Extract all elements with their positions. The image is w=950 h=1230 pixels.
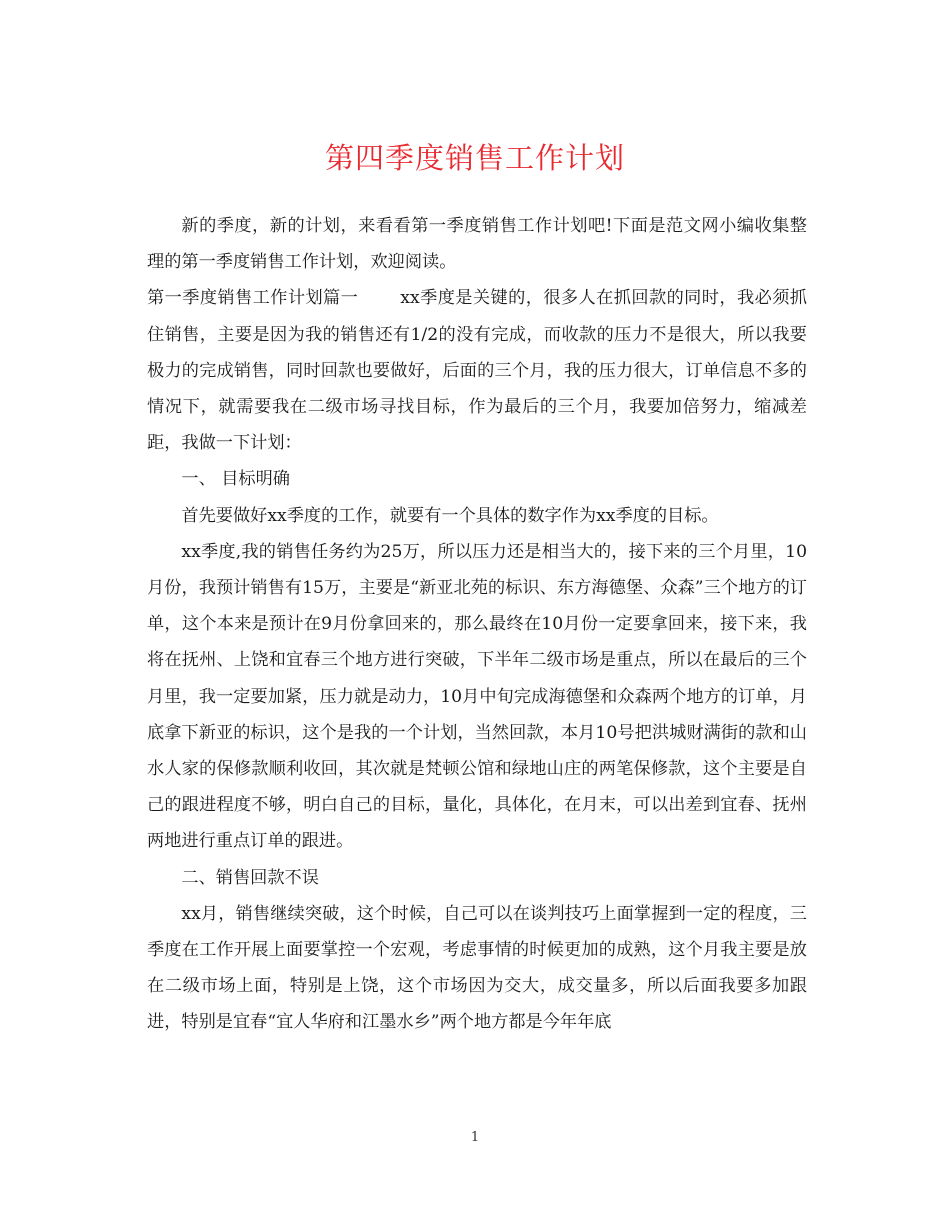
chapter-paragraph <box>147 280 807 461</box>
intro-paragraph: 新的季度，新的计划，来看看第一季度销售工作计划吧!下面是范文网小编收集整理的第一季度销售工作计划，欢迎阅读。 <box>147 216 807 273</box>
chapter-heading: 第一季度销售工作计划篇一 <box>147 288 359 309</box>
section2-paragraph-1: xx月，销售继续突破，这个时候，自己可以在谈判技巧上面掌握到一定的程度，三季度在工作开展上面要掌控一个宏观，考虑事情的时候更加的成熟，这个月我主要是放在二级市场上面，特别是上饶，这个市场因为交大，成交量多，所以后面我要多加跟进，特别是宜春“宜人华府和江墨水乡”两个地方都是今年年底 <box>147 903 807 1033</box>
section1-paragraph-2: xx季度,我的销售任务约为25万，所以压力还是相当大的，接下来的三个月里，10月份，我预计销售有15万，主要是“新亚北苑的标识、东方海德堡、众森”三个地方的订单，这个本来是预计在9月份拿回来的，那么最终在10月份一定要拿回来，接下来，我将在抚州、上饶和宜春三个地方进行突破，下半年二级市场是重点，所以在最后的三个月里，我一定要加紧，压力就是动力，10月中旬完成海德堡和众森两个地方的订单，月底拿下新亚的标识，这个是我的一个计划，当然回款，本月10号把洪城财满街的款和山水人家的保修款顺利收回，其次就是梵顿公馆和绿地山庄的两笔保修款，这个主要是自己的跟进程度不够，明白自己的目标，量化，具体化，在月末，可以出差到宜春、抚州两地进行重点订单的跟进。 <box>147 541 807 852</box>
section1-paragraph-1: 首先要做好xx季度的工作，就要有一个具体的数字作为xx季度的目标。 <box>181 505 719 526</box>
document-title: 第四季度销售工作计划 <box>324 141 625 175</box>
section-heading-goals: 一、 目标明确 <box>181 469 290 490</box>
section-heading-collections: 二、销售回款不误 <box>181 867 319 888</box>
chapter-body: xx季度是关键的，很多人在抓回款的同时，我必须抓住销售，主要是因为我的销售还有1/2的没有完成，而收款的压力不是很大，所以我要极力的完成销售，同时回款也要做好，后面的三个月，我的压力很大，订单信息不多的情况下，就需要我在二级市场寻找目标，作为最后的三个月，我要加倍努力，缩减差距，我做一下计划： <box>147 288 807 454</box>
document-body <box>147 208 807 1041</box>
page-number: 1 <box>470 1130 480 1145</box>
